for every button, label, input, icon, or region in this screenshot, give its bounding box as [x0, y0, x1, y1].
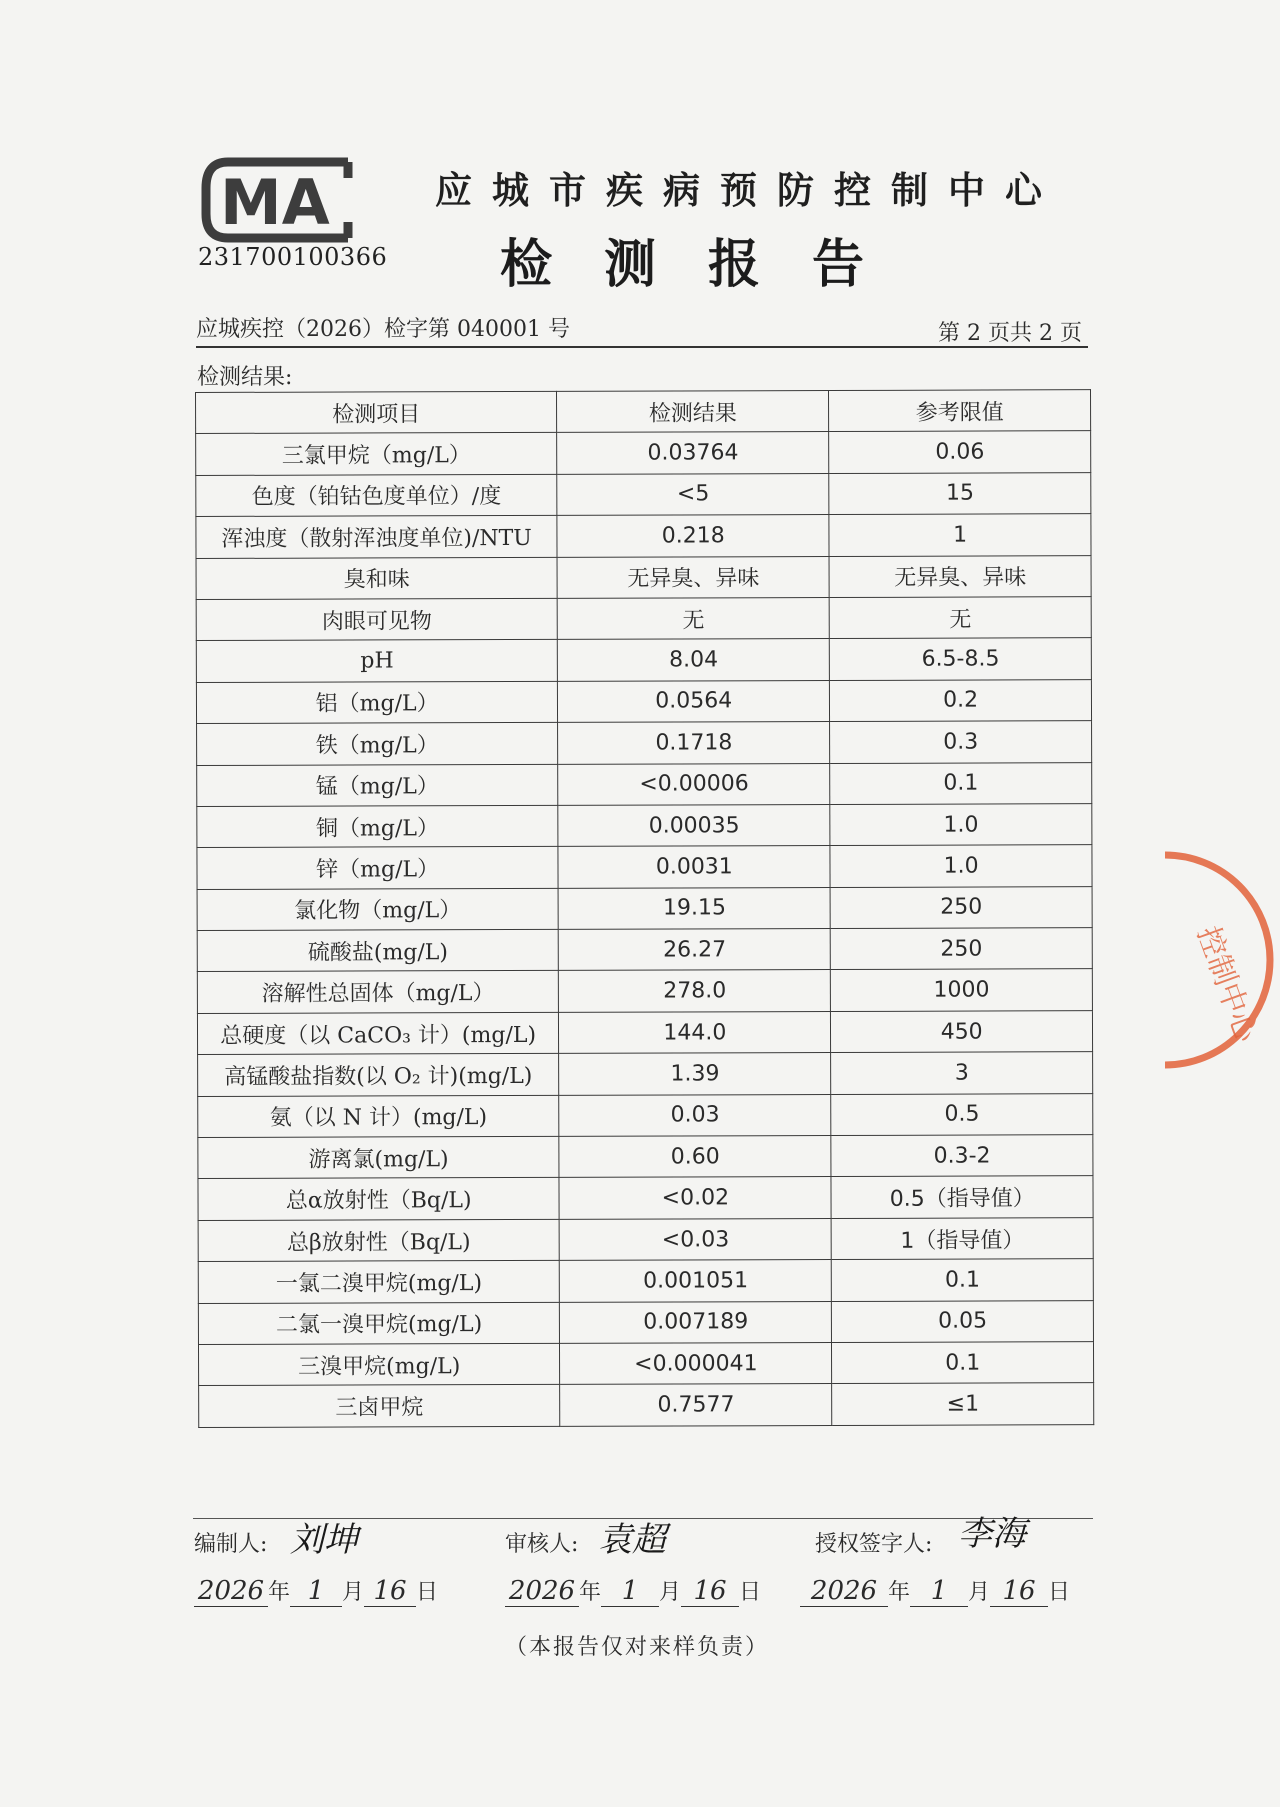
table-row	[196, 638, 1091, 682]
cell-limit: 0.2	[830, 679, 1092, 721]
table-row	[196, 514, 1091, 558]
organization-name: 应城市疾病预防控制中心	[435, 168, 1062, 212]
cell-result: 0.001051	[560, 1260, 832, 1302]
cell-result: 19.15	[558, 887, 830, 929]
cell-limit: 0.06	[829, 431, 1091, 473]
cell-result: 278.0	[559, 970, 831, 1012]
cell-result: 0.03	[559, 1094, 831, 1136]
cell-result: 8.04	[558, 639, 830, 681]
table-header-row	[196, 390, 1091, 434]
cell-result: 0.218	[557, 515, 829, 557]
approver-date: 2026 年 1 月 16 日	[800, 1575, 1070, 1607]
table-row	[199, 1383, 1094, 1427]
compiler-label: 编制人:	[194, 1532, 268, 1557]
cell-result: 无	[557, 597, 829, 639]
cell-item: 色度（铂钴色度单位）/度	[196, 474, 557, 517]
cell-limit: 0.1	[832, 1342, 1094, 1384]
cell-result: 0.0031	[558, 846, 830, 888]
cell-item: 氯化物（mg/L）	[197, 888, 558, 931]
approver-label: 授权签字人:	[815, 1532, 933, 1557]
cell-item: 总硬度（以 CaCO₃ 计）(mg/L)	[197, 1012, 558, 1055]
reviewer-date: 2026 年 1 月 16 日	[505, 1575, 761, 1607]
cell-result: 无异臭、异味	[557, 556, 829, 598]
table-row	[198, 1259, 1093, 1303]
section-label: 检测结果:	[197, 365, 293, 390]
table-row	[198, 1342, 1093, 1386]
cell-result: <5	[557, 473, 829, 515]
header-result: 检测结果	[557, 391, 829, 433]
cell-result: 0.00035	[558, 804, 830, 846]
cell-result: 0.007189	[560, 1301, 832, 1343]
table-row	[198, 1176, 1093, 1220]
cell-item: 二氯一溴甲烷(mg/L)	[198, 1302, 559, 1345]
cell-item: 肉眼可见物	[196, 598, 557, 641]
disclaimer: （本报告仅对来样负责）	[505, 1635, 770, 1660]
table-row	[196, 431, 1091, 475]
cell-item: 氨（以 N 计）(mg/L)	[198, 1095, 559, 1138]
cell-item: 总β放射性（Bq/L)	[198, 1219, 559, 1262]
cell-limit: 0.05	[832, 1300, 1094, 1342]
page-indicator: 第 2 页共 2 页	[938, 321, 1082, 346]
table-row	[197, 845, 1092, 889]
cell-item: 总α放射性（Bq/L)	[198, 1178, 559, 1221]
approver-signature: 李海	[958, 1514, 1026, 1554]
cell-item: 铝（mg/L）	[196, 681, 557, 724]
table-row	[198, 1300, 1093, 1344]
compiler-date: 2026 年 1 月 16 日	[194, 1575, 438, 1607]
cell-result: 0.60	[559, 1136, 831, 1178]
report-meta-row	[196, 310, 1088, 348]
cell-result: 0.03764	[557, 432, 829, 474]
cell-limit: 450	[831, 1011, 1093, 1053]
cell-item: 三溴甲烷(mg/L)	[198, 1343, 559, 1386]
report-number: 应城疾控（2026）检字第 040001 号	[196, 317, 570, 342]
cell-item: 游离氯(mg/L)	[198, 1136, 559, 1179]
header-limit: 参考限值	[829, 390, 1091, 432]
cell-limit: 无异臭、异味	[829, 555, 1091, 597]
table-row	[196, 679, 1091, 723]
compiler-signature: 刘坤	[290, 1520, 358, 1560]
cell-limit: 1	[829, 514, 1091, 556]
table-row	[198, 1093, 1093, 1137]
cell-limit: 250	[831, 928, 1093, 970]
cell-limit: 1.0	[830, 804, 1092, 846]
cell-limit: 3	[831, 1052, 1093, 1094]
cell-limit: 250	[830, 886, 1092, 928]
cell-item: 浑浊度（散射浑浊度单位)/NTU	[196, 516, 557, 559]
cell-limit: 1.0	[830, 845, 1092, 887]
cell-item: 高锰酸盐指数(以 O₂ 计)(mg/L)	[198, 1054, 559, 1097]
header-item: 检测项目	[196, 391, 557, 434]
stamp-text: 控制中心	[1189, 921, 1264, 1047]
table-row	[197, 886, 1092, 930]
table-row	[197, 928, 1092, 972]
table-row	[197, 762, 1092, 806]
cell-limit: 0.1	[832, 1259, 1094, 1301]
table-row	[197, 1011, 1092, 1055]
cell-limit: 0.5（指导值）	[831, 1176, 1093, 1218]
cell-limit: 无	[829, 597, 1091, 639]
svg-text:MA: MA	[220, 166, 330, 239]
table-row	[196, 472, 1091, 516]
cma-logo	[198, 148, 368, 248]
table-row	[196, 597, 1091, 641]
cell-limit: 0.3-2	[831, 1135, 1093, 1177]
cell-item: pH	[196, 640, 557, 683]
cell-result: <0.00006	[558, 763, 830, 805]
cell-item: 锌（mg/L）	[197, 847, 558, 890]
cell-item: 臭和味	[196, 557, 557, 600]
reviewer-signature: 袁超	[598, 1520, 666, 1560]
cell-result: 0.0564	[558, 680, 830, 722]
table-row	[198, 1135, 1093, 1179]
table-row	[198, 1052, 1093, 1096]
cell-item: 溶解性总固体（mg/L）	[197, 971, 558, 1014]
cell-limit: 0.1	[830, 762, 1092, 804]
cell-result: 0.7577	[560, 1384, 832, 1426]
cell-limit: 6.5-8.5	[830, 638, 1092, 680]
results-table	[195, 389, 1094, 1428]
cell-limit: 0.5	[831, 1093, 1093, 1135]
cell-result: <0.02	[559, 1177, 831, 1219]
cell-item: 铁（mg/L）	[197, 722, 558, 765]
cell-item: 锰（mg/L）	[197, 764, 558, 807]
cell-result: 26.27	[558, 929, 830, 971]
cell-result: <0.03	[559, 1218, 831, 1260]
table-row	[197, 721, 1092, 765]
cell-limit: 1（指导值）	[831, 1217, 1093, 1259]
table-row	[198, 1217, 1093, 1261]
table-row	[197, 969, 1092, 1013]
cell-item: 一氯二溴甲烷(mg/L)	[198, 1261, 559, 1304]
cell-item: 铜（mg/L）	[197, 805, 558, 848]
cell-limit: 0.3	[830, 721, 1092, 763]
cma-number: 231700100366	[198, 243, 388, 271]
cell-result: 1.39	[559, 1053, 831, 1095]
table-row	[196, 555, 1091, 599]
table-row	[197, 804, 1092, 848]
cell-result: 144.0	[559, 1011, 831, 1053]
report-title: 检测报告	[500, 234, 917, 295]
cell-result: 0.1718	[558, 722, 830, 764]
cell-limit: ≤1	[832, 1383, 1094, 1425]
cell-item: 硫酸盐(mg/L)	[197, 929, 558, 972]
cell-limit: 1000	[831, 969, 1093, 1011]
cell-result: <0.000041	[560, 1342, 832, 1384]
official-stamp	[1150, 845, 1280, 1075]
cell-item: 三氯甲烷（mg/L）	[196, 433, 557, 476]
cell-item: 三卤甲烷	[199, 1385, 560, 1428]
reviewer-label: 审核人:	[505, 1532, 579, 1557]
cell-limit: 15	[829, 472, 1091, 514]
